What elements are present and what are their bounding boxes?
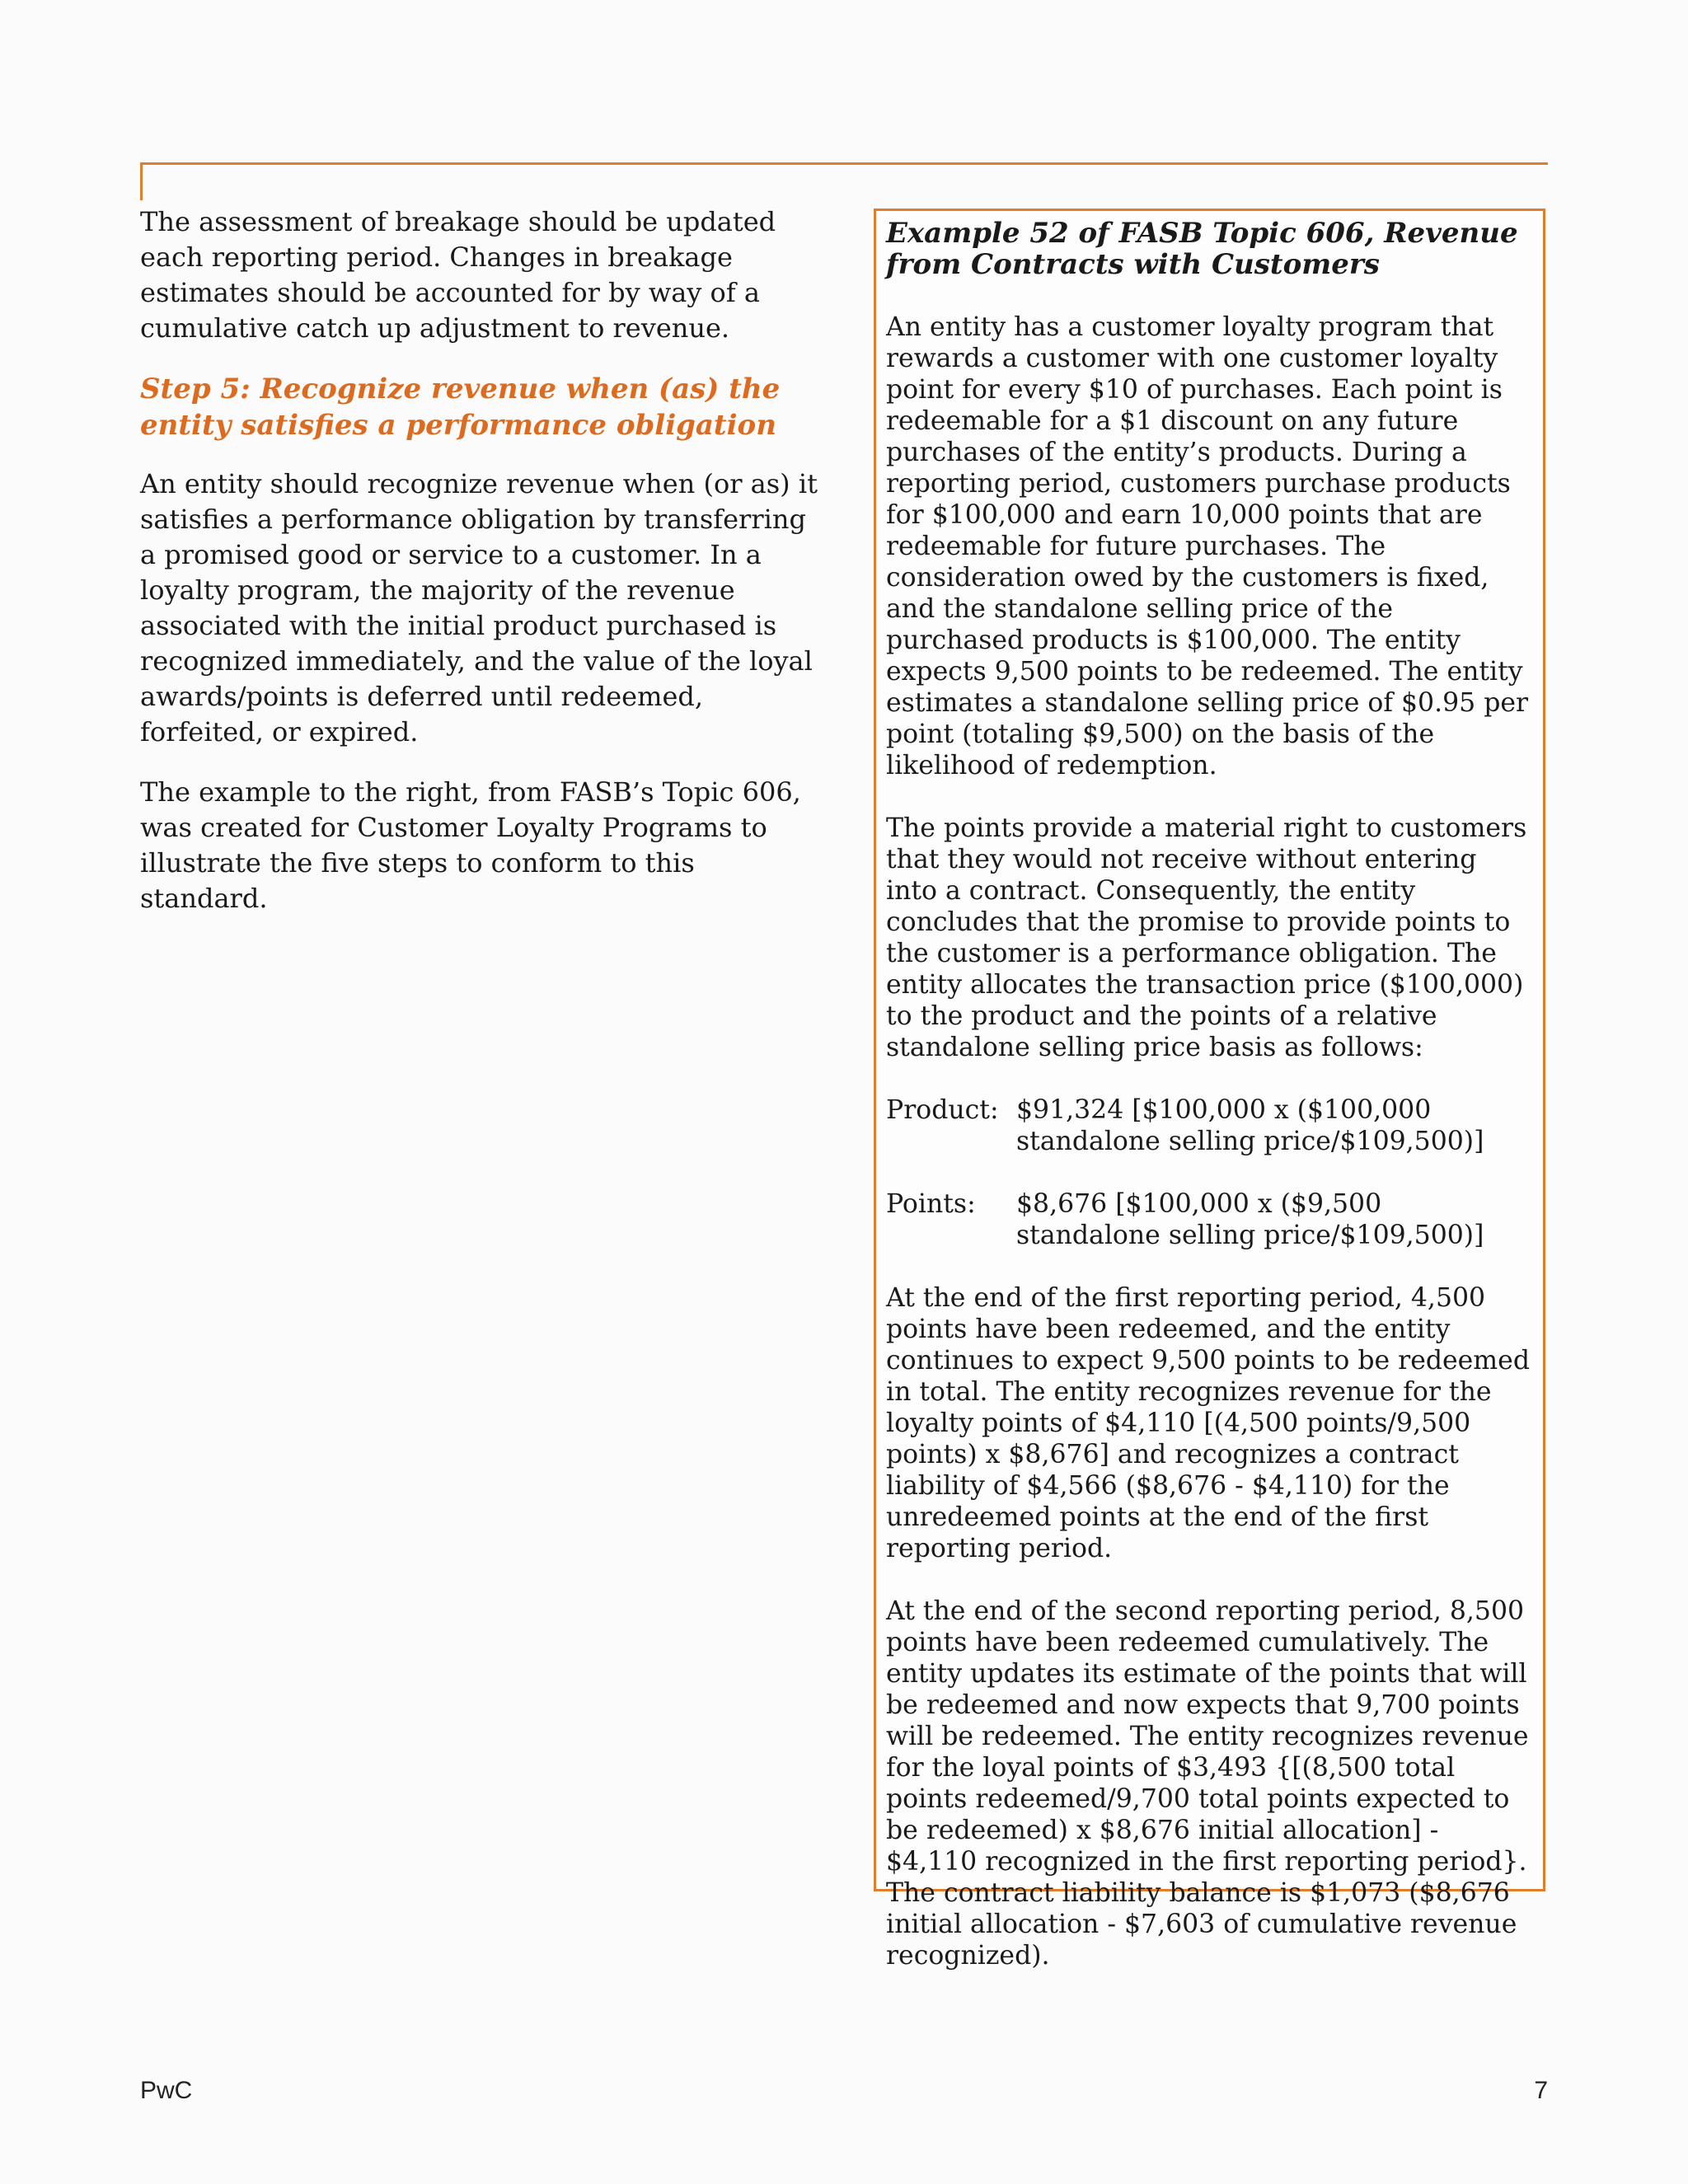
- allocation-row-product: [886, 1094, 1531, 1157]
- header-rule: [140, 162, 1548, 165]
- recognize-revenue-paragraph: An entity should recognize revenue when (or as) it satisfies a performance obligation by transferring a promised good or service to a customer. In a loyalty program, the majority of the revenue associated with the initial product purchased is recognized immediately, and the value of the loyal awards/points is deferred until redeemed, forfeited, or expired.: [140, 468, 818, 748]
- example-paragraph-2: The points provide a material right to customers that they would not receive without entering into a contract. Consequently, the entity concludes that the promise to provide points to the customer is a performance obligation. The entity allocates the transaction price ($100,000) to the product and the points of a relative standalone selling price basis as follows:: [886, 813, 1527, 1062]
- allocation-row-points: [886, 1188, 1531, 1251]
- page-number: 7: [1534, 2077, 1548, 2104]
- example-title: Example 52 of FASB Topic 606, Revenue from Contracts with Customers: [886, 217, 1518, 281]
- allocation-text: $8,676 [$100,000 x ($9,500 standalone selling price/$109,500)]: [1016, 1189, 1484, 1250]
- example-52-box: [874, 209, 1545, 1971]
- footer-brand: PwC: [140, 2077, 193, 2104]
- example-intro-paragraph: The example to the right, from FASB’s Topic 606, was created for Customer Loyalty Programs to illustrate the five steps to conform to this standard.: [140, 776, 801, 914]
- example-paragraph-3: At the end of the first reporting period, 4,500 points have been redeemed, and the entity continues to expect 9,500 points to be redeemed in total. The entity recognizes revenue for the loyalty points of $4,110 [(4,500 points/9,500 points) x $8,676] and recognizes a contract liability of $4,566 ($8,676 - $4,110) for the unredeemed points at the end of the first reporting period.: [886, 1283, 1530, 1563]
- allocation-label: Points:: [886, 1189, 976, 1219]
- example-paragraph-1: An entity has a customer loyalty program that rewards a customer with one customer loyalty point for every $10 of purchases. Each point is redeemable for a $1 discount on any future purchases of the entity’s products. During a reporting period, customers purchase products for $100,000 and earn 10,000 points that are redeemable for future purchases. The consideration owed by the customers is fixed, and the standalone selling price of the purchased products is $100,000. The entity expects 9,500 points to be redeemed. The entity estimates a standalone selling price of $0.95 per point (totaling $9,500) on the basis of the likelihood of redemption.: [886, 312, 1529, 780]
- example-paragraph-4: At the end of the second reporting period, 8,500 points have been redeemed cumulatively. The entity updates its estimate of the points that will be redeemed and now expects that 9,700 points will be redeemed. The entity recognizes revenue for the loyal points of $3,493 {[(8,500 total points redeemed/9,700 total points expected to be redeemed) x $8,676 initial allocation] - $4,110 recognized in the first reporting period}. The contract liability balance is $1,073 ($8,676 initial allocation - $7,603 of cumulative revenue recognized).: [886, 1596, 1529, 1971]
- allocation-text: $91,324 [$100,000 x ($100,000 standalone selling price/$109,500)]: [1016, 1095, 1484, 1156]
- step5-heading: Step 5: Recognize revenue when (as) the entity satisfies a performance obligation: [140, 373, 781, 442]
- breakage-paragraph: The assessment of breakage should be updated each reporting period. Changes in breakage estimates should be accounted for by way of a cumulative catch up adjustment to revenue.: [140, 206, 776, 344]
- left-column: [140, 204, 824, 941]
- header-rule-tick: [140, 162, 143, 200]
- allocation-label: Product:: [886, 1095, 999, 1125]
